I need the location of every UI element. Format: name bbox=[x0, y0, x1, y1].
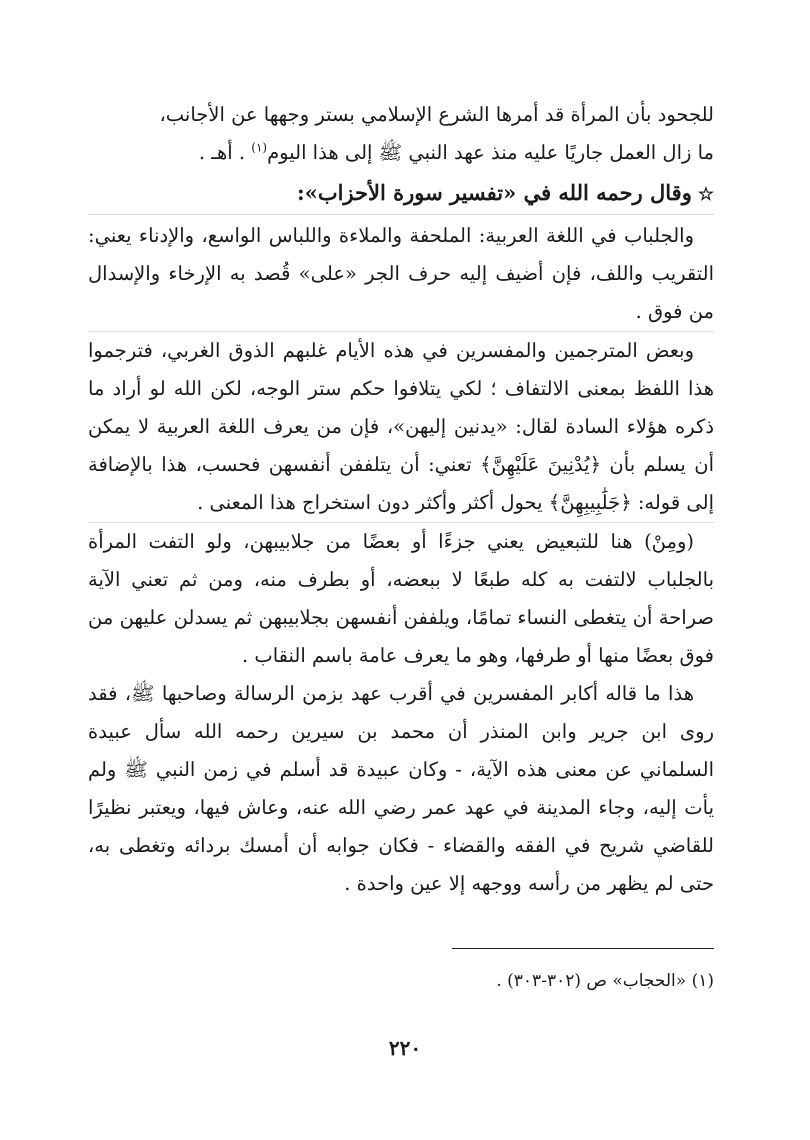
page-number: ٢٢٠ bbox=[388, 1036, 422, 1060]
page-body bbox=[88, 96, 714, 903]
intro-line-2-end: . أهـ . bbox=[198, 141, 252, 164]
paragraph-mufassirin: هذا ما قاله أكابر المفسرين في أقرب عهد بزمن الرسالة وصاحبها ﷺ، فقد روى ابن جرير وابن المنذر أن محمد بن سيرين رحمه الله سأل عبيدة السلماني عن معنى هذه الآية، - وكان عبيدة قد أسلم في زمن النبي ﷺ ولم يأت إليه، وجاء المدينة في عهد عمر رضي الله عنه، وعاش فيها، ويعتبر نظيرًا للقاضي شريح في الفقه والقضاء - فكان جوابه أن أمسك بردائه وتغطى به، حتى لم يظهر من رأسه ووجهه إلا عين واحدة . bbox=[88, 682, 714, 895]
star-icon: ☆ bbox=[697, 184, 714, 205]
paragraph-translators: وبعض المترجمين والمفسرين في هذه الأيام غلبهم الذوق الغربي، فترجموا هذا اللفظ بمعنى الالتفاف ؛ لكي يتلافوا حكم ستر الوجه، لكن الله لو أراد ما ذكره هؤلاء السادة لقال: «يدنين إليهن»، فإن من يعرف اللغة العربية لا يمكن أن يسلم بأن ﴿يُدْنِينَ عَلَيْهِنَّ﴾ تعني: أن يتلففن أنفسهن فحسب، هذا بالإضافة إلى قوله: ﴿جَلَٰبِيبِهِنَّ﴾ يحول أكثر وأكثر دون استخراج هذا المعنى . bbox=[88, 339, 714, 514]
footnote: (١) «الحجاب» ص (٣٠٢-٣٠٣) . bbox=[496, 971, 714, 991]
intro-line-1: للجحود بأن المرأة قد أمرها الشرع الإسلامي بستر وجهها عن الأجانب، bbox=[159, 103, 714, 126]
paragraph-min-partitive: (ومِنْ) هنا للتبعيض يعني جزءًا أو بعضًا من جلابيبهن، ولو التفت المرأة بالجلباب لالتفت به كله طبعًا لا ببعضه، أو بطرف منه، ومن ثم تعني الآية صراحة أن يتغطى النساء تمامًا، ويلففن أنفسهن بجلابيبهن ثم يسدلن عليهن من فوق بعضًا منها أو طرفها، وهو ما يعرف عامة باسم النقاب . bbox=[88, 530, 714, 667]
footnote-ref: (١) bbox=[251, 140, 268, 155]
section-separator bbox=[88, 214, 714, 215]
footnote-rule bbox=[452, 948, 714, 949]
section-heading-text: وقال رحمه الله في «تفسير سورة الأحزاب»: bbox=[296, 180, 692, 205]
paragraph-jilbab-definition: والجلباب في اللغة العربية: الملحفة والملاءة واللباس الواسع، والإدناء يعني: التقريب واللف، فإن أضيف إليه حرف الجر «على» قُصد به الإرخاء والإسدال من فوق . bbox=[88, 224, 714, 323]
intro-line-2-text: ما زال العمل جاريًا عليه منذ عهد النبي ﷺ إلى هذا اليوم bbox=[267, 141, 714, 164]
section-heading bbox=[88, 174, 714, 214]
intro-line-2 bbox=[88, 134, 714, 172]
